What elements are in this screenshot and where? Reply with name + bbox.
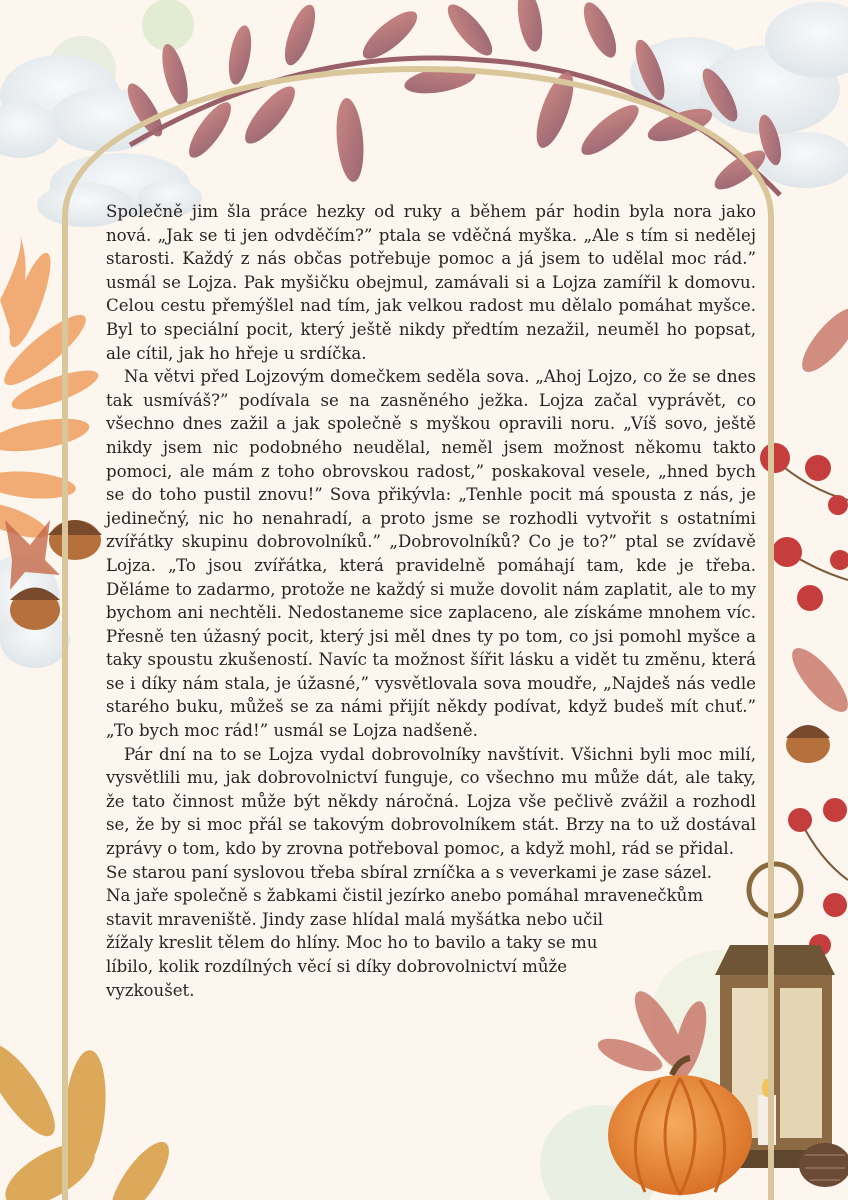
story-paragraph-1: Společně jim šla práce hezky od ruky a během pár hodin byla nora jako nová. „Jak se ti jen odvděčím?” ptala se vděčná myška. „Ale s tím si nedělej starosti. Každý z nás občas potřebuje pomoc a já jsem to udělal moc rád.” usmál se Lojza. Pak myšičku obejmul, zamávali si a Lojza zamířil k domovu. Celou cestu přemýšlel nad tím, jak velkou radost mu dělalo pomáhat myšce. Byl to speciální pocit, který ještě nikdy předtím nezažil, neuměl ho popsat, ale cítil, jak ho hřeje u srdíčka. <box>106 202 756 363</box>
story-paragraph-3-continued <box>106 861 756 1003</box>
story-line: Na jaře společně s žabkami čistil jezírko anebo pomáhal mravenečkům <box>106 886 704 906</box>
story-paragraph-3: Pár dní na to se Lojza vydal dobrovolníky navštívit. Všichni byli moc milí, vysvětlili mu, jak dobrovolnictví funguje, co všechno mu může dát, ale taky, že tato činnost může být někdy náročná. Lojza vše pečlivě zvážil a rozhodl se, že by si moc přál se takovým dobrovolníkem stát. Brzy na to už dostával zprávy o tom, kdo by zrovna potřeboval pomoc, a když mohl, rád se přidal. <box>106 744 756 859</box>
story-line: líbilo, kolik rozdílných věcí si díky dobrovolnictví může <box>106 957 568 976</box>
story-text <box>106 200 756 1002</box>
story-paragraph-2: Na větvi před Lojzovým domečkem seděla sova. „Ahoj Lojzo, co že se dnes tak usmíváš?” podívala se na zasněného ježka. Lojza začal vyprávět, co všechno dnes zažil a jak společně s myškou opravili noru. „Víš sovo, ještě nikdy jsem nic podobného neudělal, neměl jsem možnost někomu takto pomoci, ale mám z toho obrovskou radost,” poskakoval vesele, „hned bych se do toho pustil znovu!” Sova přikývla: „Tenhle pocit má spousta z nás, je jedinečný, nic ho nenahradí, a proto jsme se rozhodli vytvořit s ostatními zvířátky skupinu dobrovolníků.” „Dobrovolníků? Co je to?” ptal se zvídavě Lojza. „To jsou zvířátka, která pravidelně pomáhají tam, kde je třeba. Děláme to zadarmo, protože ne každý si muže dovolit nám zaplatit, ale to my bychom ani nechtěli. Nedostaneme sice zaplaceno, ale získáme mnohem víc. Přesně ten úžasný pocit, který jsi měl dnes ty po tom, co jsi pomohl myšce a taky spoustu zkušeností. Navíc ta možnost šířit lásku a vidět tu změnu, která se i díky nám stala, je úžasné,” vysvětlovala sova moudře, „Najdeš nás vedle starého buku, můžeš se za námi přijít někdy podívat, když budeš mít chuť.” „To bych moc rád!” usmál se Lojza nadšeně. <box>106 367 756 741</box>
story-line: vyzkoušet. <box>106 980 195 1000</box>
story-line: žížaly kreslit tělem do hlíny. Moc ho to bavilo a taky se mu <box>106 933 598 953</box>
story-line: Se starou paní syslovou třeba sbíral zrníčka a s veverkami je zase sázel. <box>106 862 713 882</box>
story-line: stavit mraveniště. Jindy zase hlídal malá myšátka nebo učil <box>106 909 604 929</box>
